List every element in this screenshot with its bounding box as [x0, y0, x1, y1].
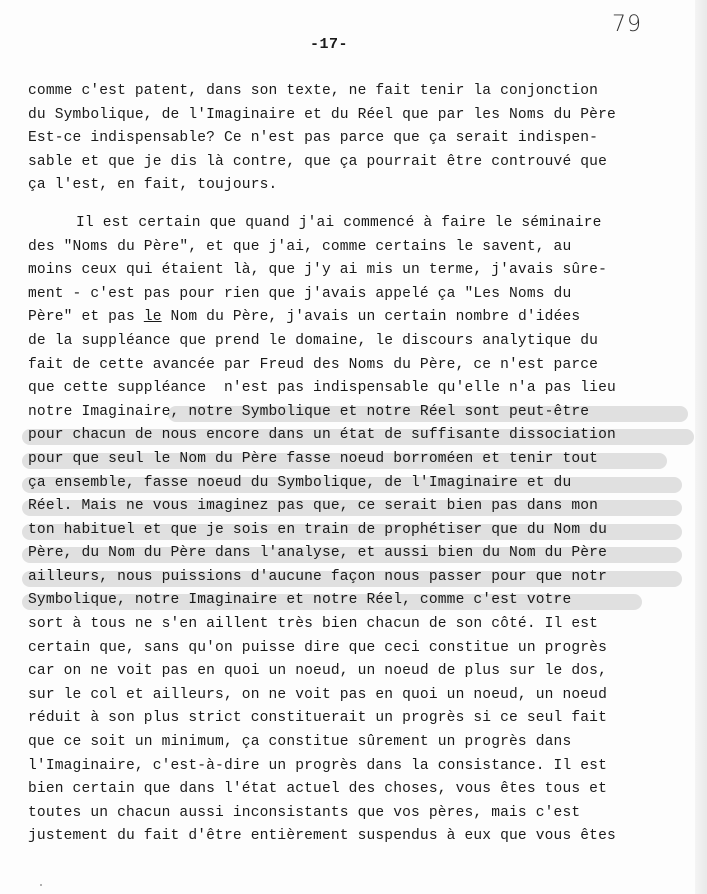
underlined-word: le	[143, 309, 162, 326]
text-line: réduit à son plus strict constituerait un progrès si ce seul fait	[28, 710, 607, 727]
handwritten-folio-number: 79	[612, 12, 642, 37]
text-line: que cette suppléance n'est pas indispensable qu'elle n'a pas lieu	[28, 380, 616, 397]
text-line: ça l'est, en fait, toujours.	[28, 177, 278, 194]
paper-speck	[40, 884, 42, 886]
text-line-underlined	[28, 306, 698, 330]
text-line: moins ceux qui étaient là, que j'y ai mis un terme, j'avais sûre-	[28, 262, 607, 279]
text-line: sort à tous ne s'en aillent très bien chacun de son côté. Il est	[28, 616, 599, 633]
highlighted-text-line: ton habituel et que je sois en train de prophétiser que du Nom du	[28, 519, 698, 543]
text-line: Est-ce indispensable? Ce n'est pas parce que ça serait indispen-	[28, 130, 599, 147]
highlighted-text-line: ça ensemble, fasse noeud du Symbolique, de l'Imaginaire et du	[28, 472, 698, 496]
highlighted-text-line: pour chacun de nous encore dans un état de suffisante dissociation	[28, 424, 698, 448]
page-number: -17-	[310, 36, 349, 53]
text-line: que ce soit un minimum, ça constitue sûrement un progrès dans	[28, 734, 572, 751]
text-line: de la suppléance que prend le domaine, le discours analytique du	[28, 332, 599, 349]
text-line: sable et que je dis là contre, que ça pourrait être controuvé que	[28, 153, 607, 170]
highlighted-text-line: Symbolique, notre Imaginaire et notre Réel, comme c'est votre	[28, 589, 698, 613]
highlighted-text-line: ailleurs, nous puissions d'aucune façon nous passer pour que notr	[28, 566, 698, 590]
highlighted-text-line: pour que seul le Nom du Père fasse noeud borroméen et tenir tout	[28, 448, 698, 472]
line-with-underline: Père" et pas le Nom du Père, j'avais un certain nombre d'idées	[28, 309, 581, 326]
highlighted-text-line: Père, du Nom du Père dans l'analyse, et aussi bien du Nom du Père	[28, 542, 698, 566]
text-line: sur le col et ailleurs, on ne voit pas en quoi un noeud, un noeud	[28, 686, 607, 703]
text-line: toutes un chacun aussi inconsistants que vos pères, mais c'est	[28, 804, 581, 821]
text-line: fait de cette avancée par Freud des Noms du Père, ce n'est parce	[28, 356, 599, 373]
text-line: ment - c'est pas pour rien que j'avais appelé ça "Les Noms du	[28, 285, 572, 302]
highlighted-text-line: notre Imaginaire, notre Symbolique et notre Réel sont peut-être	[28, 401, 698, 425]
text-line: du Symbolique, de l'Imaginaire et du Réel que par les Noms du Père	[28, 106, 616, 123]
text-line: car on ne voit pas en quoi un noeud, un noeud de plus sur le dos,	[28, 663, 607, 680]
text-line: l'Imaginaire, c'est-à-dire un progrès dans la consistance. Il est	[28, 757, 607, 774]
text-line: des "Noms du Père", et que j'ai, comme certains le savent, au	[28, 238, 572, 255]
text-line: certain que, sans qu'on puisse dire que ceci constitue un progrès	[28, 639, 607, 656]
text-line: Il est certain que quand j'ai commencé à faire le séminaire	[76, 214, 602, 231]
text-line: justement du fait d'être entièrement suspendus à eux que vous êtes	[28, 828, 616, 845]
text-line: comme c'est patent, dans son texte, ne fait tenir la conjonction	[28, 83, 599, 99]
paragraph-gap	[28, 198, 698, 212]
highlighted-text-line: Réel. Mais ne vous imaginez pas que, ce serait bien pas dans mon	[28, 495, 698, 519]
typewritten-text	[28, 80, 698, 849]
text-line: bien certain que dans l'état actuel des choses, vous êtes tous et	[28, 781, 607, 798]
